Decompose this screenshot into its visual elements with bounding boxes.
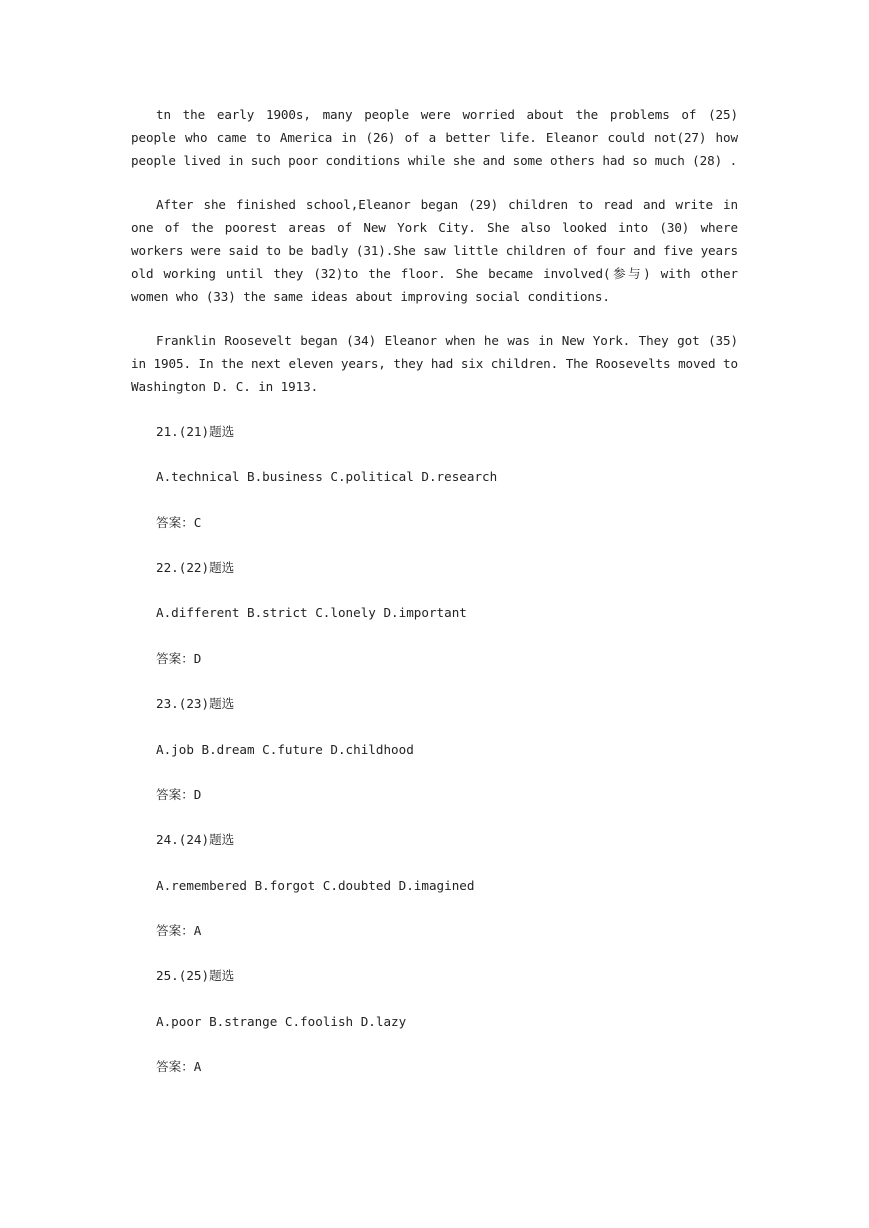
question-title-25: 25.(25)题选 bbox=[156, 968, 235, 984]
question-answer-25: 答案：A bbox=[156, 1059, 202, 1075]
question-answer-24: 答案：A bbox=[156, 923, 202, 939]
question-title-22: 22.(22)题选 bbox=[156, 559, 235, 575]
reading-passage bbox=[131, 104, 738, 399]
question-options-25: A.poor B.strange C.foolish D.lazy bbox=[156, 1013, 407, 1029]
question-title-21: 21.(21)题选 bbox=[156, 423, 235, 439]
question-options-21: A.technical B.business C.political D.research bbox=[156, 469, 498, 485]
passage-paragraph-1: tn the early 1900s, many people were worried about the problems of (25) people who came to America in (26) of a better life. Eleanor could not(27) how people lived in such poor conditions while she and some others had so much (28) . bbox=[131, 107, 738, 168]
question-options-22: A.different B.strict C.lonely D.important bbox=[156, 605, 467, 621]
question-answer-23: 答案：D bbox=[156, 786, 202, 802]
question-list bbox=[131, 421, 738, 1079]
question-answer-22: 答案：D bbox=[156, 650, 202, 666]
question-answer-21: 答案：C bbox=[156, 514, 202, 530]
question-options-24: A.remembered B.forgot C.doubted D.imagined bbox=[156, 877, 475, 893]
question-options-23: A.job B.dream C.future D.childhood bbox=[156, 741, 414, 757]
document-page bbox=[131, 104, 738, 1102]
question-title-23: 23.(23)题选 bbox=[156, 696, 235, 712]
passage-paragraph-2: After she finished school,Eleanor began (29) children to read and write in one of the poorest areas of New York City. She also looked into (30) where workers were said to be badly (31).She saw little children of four and five years old working until they (32)to the floor. She became involved(参与) with other women who (33) the same ideas about improving social conditions. bbox=[131, 197, 738, 304]
passage-paragraph-3: Franklin Roosevelt began (34) Eleanor when he was in New York. They got (35) in 1905. In the next eleven years, they had six children. The Roosevelts moved to Washington D. C. in 1913. bbox=[131, 333, 738, 394]
question-title-24: 24.(24)题选 bbox=[156, 832, 235, 848]
